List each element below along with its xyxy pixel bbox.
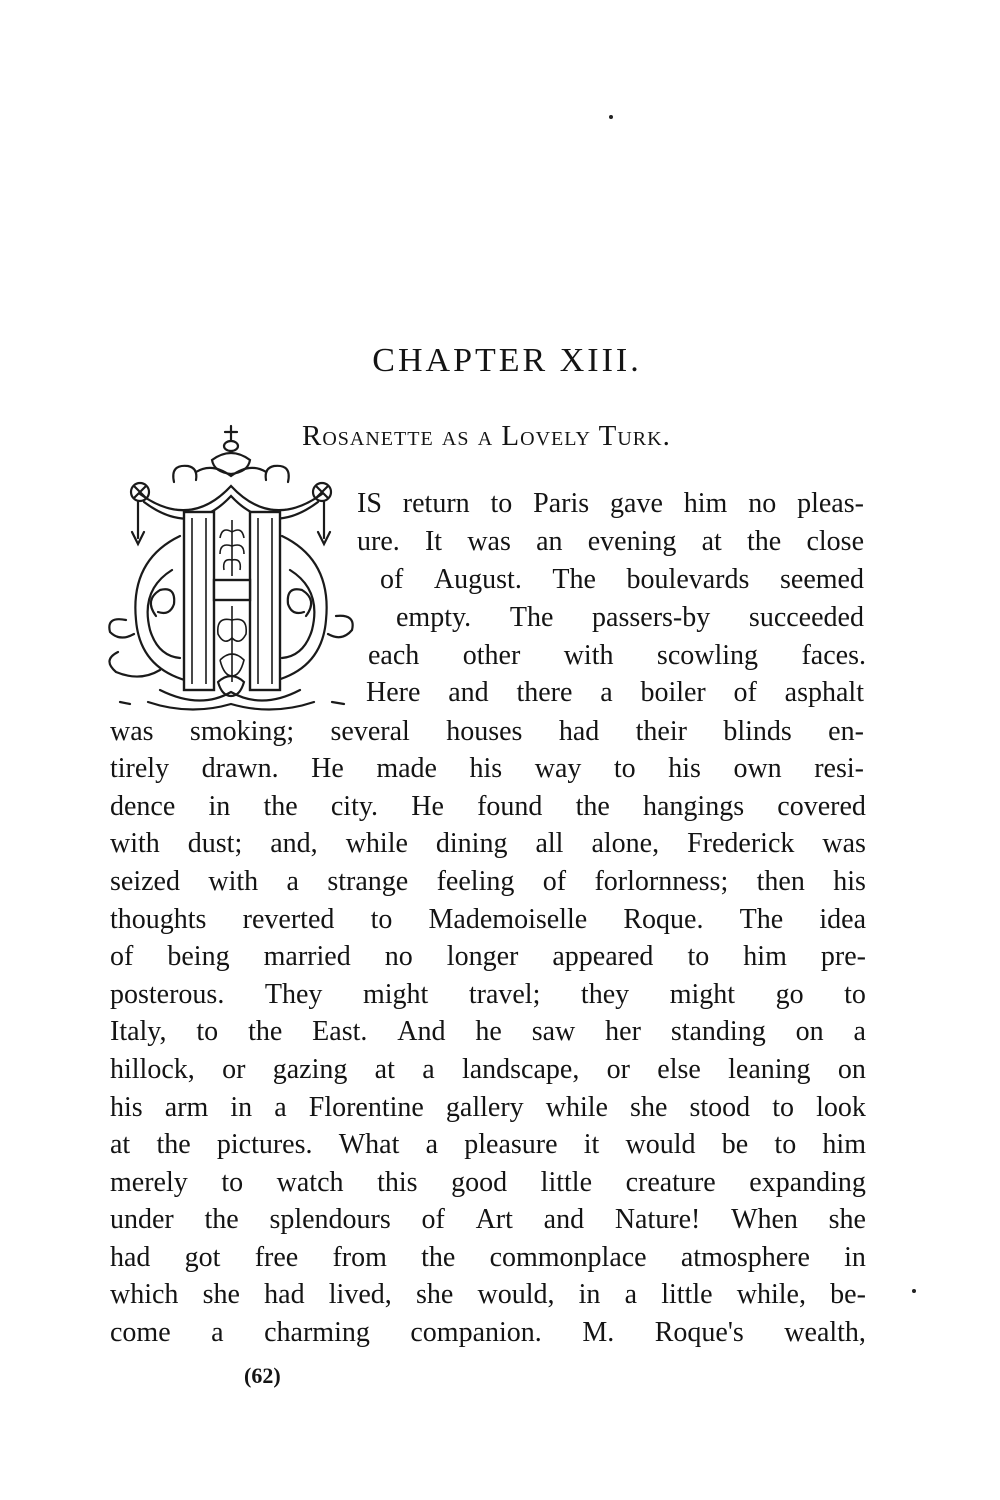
ink-speck — [912, 1289, 916, 1293]
text-line: dence in the city. He found the hangings covered — [110, 791, 866, 822]
ink-speck — [609, 115, 613, 119]
text-line: of being married no longer appeared to him pre- — [110, 941, 866, 972]
text-line: at the pictures. What a pleasure it would be to him — [110, 1129, 866, 1160]
text-line: each other with scowling faces. — [368, 640, 866, 671]
text-line: was smoking; several houses had their blinds en- — [110, 716, 864, 747]
chapter-title: CHAPTER XIII. — [372, 342, 642, 379]
text-line: hillock, or gazing at a landscape, or else leaning on — [110, 1054, 866, 1085]
text-line: thoughts reverted to Mademoiselle Roque. The idea — [110, 904, 866, 935]
text-line: seized with a strange feeling of forlornness; then his — [110, 866, 866, 897]
text-line: ure. It was an evening at the close — [357, 526, 864, 557]
text-line: merely to watch this good little creature expanding — [110, 1167, 866, 1198]
text-line: empty. The passers-by succeeded — [396, 602, 864, 633]
text-line: Here and there a boiler of asphalt — [366, 677, 864, 708]
text-line: with dust; and, while dining all alone, Frederick was — [110, 828, 866, 859]
text-line: which she had lived, she would, in a little while, be- — [110, 1279, 866, 1310]
text-line: IS return to Paris gave him no pleas- — [357, 488, 864, 519]
text-line: tirely drawn. He made his way to his own resi- — [110, 753, 864, 784]
chapter-subtitle: Rosanette as a Lovely Turk. — [302, 420, 671, 452]
text-line: had got free from the commonplace atmosphere in — [110, 1242, 866, 1273]
text-line: under the splendours of Art and Nature! When she — [110, 1204, 866, 1235]
text-line: of August. The boulevards seemed — [380, 564, 864, 595]
text-line: posterous. They might travel; they might go to — [110, 979, 866, 1010]
text-line: his arm in a Florentine gallery while she stood to look — [110, 1092, 866, 1123]
text-line: Italy, to the East. And he saw her standing on a — [110, 1016, 866, 1047]
text-line: come a charming companion. M. Roque's wealth, — [110, 1317, 866, 1348]
page-number: (62) — [244, 1363, 281, 1388]
ornamental-initial-h-icon — [100, 420, 362, 720]
